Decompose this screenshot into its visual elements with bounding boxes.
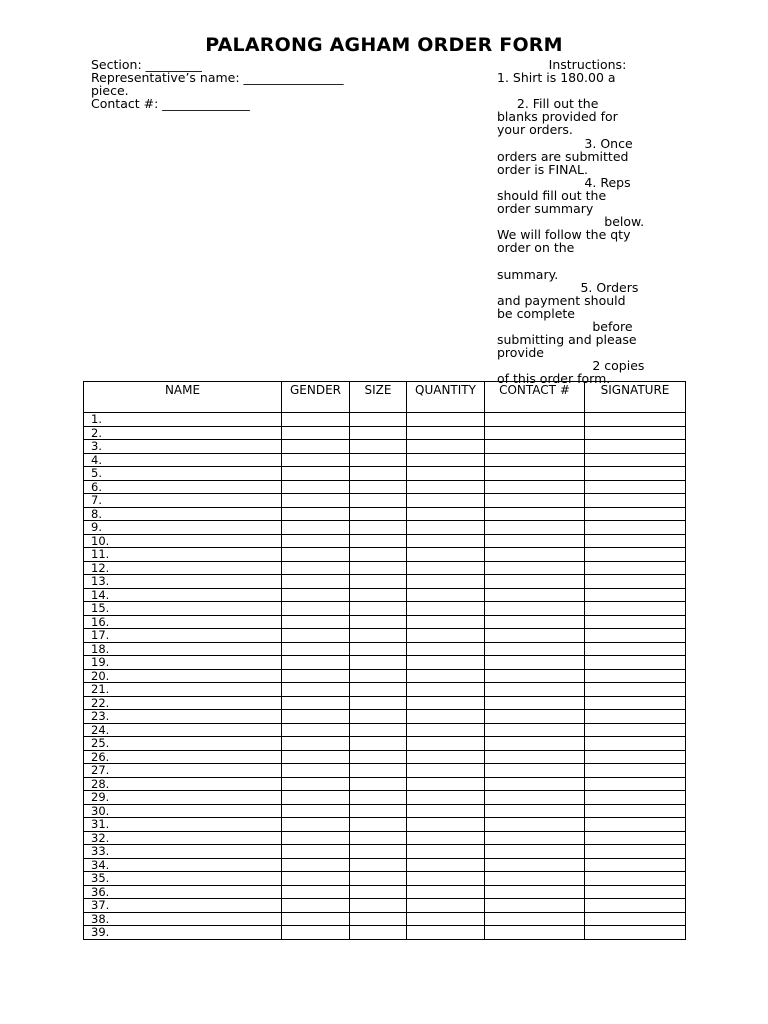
form-header-fields [91, 58, 491, 110]
name-cell[interactable]: 24. [84, 723, 282, 737]
name-cell[interactable]: 10. [84, 534, 282, 548]
contact-cell[interactable] [485, 453, 585, 467]
size-cell[interactable] [350, 426, 407, 440]
gender-cell[interactable] [282, 710, 350, 724]
quantity-cell[interactable] [407, 494, 485, 508]
size-cell[interactable] [350, 467, 407, 481]
table-row [84, 426, 686, 440]
signature-cell[interactable] [585, 804, 686, 818]
signature-cell[interactable] [585, 642, 686, 656]
table-row [84, 696, 686, 710]
quantity-cell[interactable] [407, 507, 485, 521]
signature-cell[interactable] [585, 534, 686, 548]
size-cell[interactable] [350, 629, 407, 643]
table-row [84, 629, 686, 643]
gender-cell[interactable] [282, 885, 350, 899]
name-cell[interactable]: 5. [84, 467, 282, 481]
table-row [84, 750, 686, 764]
size-cell[interactable] [350, 845, 407, 859]
gender-cell[interactable] [282, 926, 350, 940]
name-cell[interactable]: 1. [84, 413, 282, 427]
table-row [84, 602, 686, 616]
table-row [84, 858, 686, 872]
signature-cell[interactable] [585, 845, 686, 859]
signature-cell[interactable] [585, 737, 686, 751]
signature-cell[interactable] [585, 602, 686, 616]
quantity-cell[interactable] [407, 764, 485, 778]
size-cell[interactable] [350, 804, 407, 818]
quantity-cell[interactable] [407, 615, 485, 629]
size-cell[interactable] [350, 737, 407, 751]
table-row [84, 615, 686, 629]
table-row [84, 413, 686, 427]
table-row [84, 507, 686, 521]
name-cell[interactable]: 14. [84, 588, 282, 602]
quantity-cell[interactable] [407, 534, 485, 548]
size-cell[interactable] [350, 858, 407, 872]
name-cell[interactable]: 8. [84, 507, 282, 521]
signature-cell[interactable] [585, 453, 686, 467]
name-cell[interactable]: 34. [84, 858, 282, 872]
signature-cell[interactable] [585, 467, 686, 481]
quantity-cell[interactable] [407, 683, 485, 697]
quantity-cell[interactable] [407, 548, 485, 562]
gender-cell[interactable] [282, 548, 350, 562]
contact-cell[interactable] [485, 764, 585, 778]
signature-cell[interactable] [585, 440, 686, 454]
table-row [84, 926, 686, 940]
gender-cell[interactable] [282, 615, 350, 629]
quantity-cell[interactable] [407, 777, 485, 791]
size-column-header: SIZE [350, 382, 407, 413]
signature-cell[interactable] [585, 764, 686, 778]
size-cell[interactable] [350, 453, 407, 467]
contact-cell[interactable] [485, 548, 585, 562]
size-cell[interactable] [350, 683, 407, 697]
contact-cell[interactable] [485, 656, 585, 670]
gender-cell[interactable] [282, 642, 350, 656]
gender-cell[interactable] [282, 750, 350, 764]
gender-cell[interactable] [282, 561, 350, 575]
gender-cell[interactable] [282, 521, 350, 535]
contact-cell[interactable] [485, 804, 585, 818]
gender-cell[interactable] [282, 480, 350, 494]
name-cell[interactable]: 33. [84, 845, 282, 859]
gender-cell[interactable] [282, 656, 350, 670]
contact-cell[interactable] [485, 696, 585, 710]
contact-cell[interactable] [485, 426, 585, 440]
quantity-cell[interactable] [407, 696, 485, 710]
table-row [84, 777, 686, 791]
signature-cell[interactable] [585, 710, 686, 724]
gender-cell[interactable] [282, 737, 350, 751]
name-cell[interactable]: 4. [84, 453, 282, 467]
table-row [84, 521, 686, 535]
signature-cell[interactable] [585, 669, 686, 683]
signature-cell[interactable] [585, 872, 686, 886]
name-cell[interactable]: 2. [84, 426, 282, 440]
contact-cell[interactable] [485, 494, 585, 508]
contact-cell[interactable] [485, 669, 585, 683]
size-cell[interactable] [350, 413, 407, 427]
gender-cell[interactable] [282, 777, 350, 791]
contact-cell[interactable] [485, 507, 585, 521]
gender-cell[interactable] [282, 440, 350, 454]
size-cell[interactable] [350, 818, 407, 832]
contact-cell[interactable] [485, 629, 585, 643]
signature-cell[interactable] [585, 615, 686, 629]
contact-cell[interactable] [485, 912, 585, 926]
signature-column-header: SIGNATURE [585, 382, 686, 413]
size-cell[interactable] [350, 602, 407, 616]
size-cell[interactable] [350, 440, 407, 454]
gender-cell[interactable] [282, 872, 350, 886]
gender-cell[interactable] [282, 453, 350, 467]
name-column-header: NAME [84, 382, 282, 413]
table-row [84, 669, 686, 683]
size-cell[interactable] [350, 507, 407, 521]
quantity-cell[interactable] [407, 426, 485, 440]
name-cell[interactable]: 17. [84, 629, 282, 643]
table-row [84, 885, 686, 899]
name-cell[interactable]: 20. [84, 669, 282, 683]
signature-cell[interactable] [585, 777, 686, 791]
gender-cell[interactable] [282, 669, 350, 683]
table-row [84, 831, 686, 845]
gender-cell[interactable] [282, 723, 350, 737]
gender-cell[interactable] [282, 899, 350, 913]
gender-cell[interactable] [282, 467, 350, 481]
quantity-cell[interactable] [407, 413, 485, 427]
signature-cell[interactable] [585, 683, 686, 697]
quantity-cell[interactable] [407, 521, 485, 535]
gender-cell[interactable] [282, 507, 350, 521]
signature-cell[interactable] [585, 588, 686, 602]
name-cell[interactable]: 13. [84, 575, 282, 589]
quantity-cell[interactable] [407, 656, 485, 670]
signature-cell[interactable] [585, 521, 686, 535]
gender-cell[interactable] [282, 629, 350, 643]
signature-cell[interactable] [585, 629, 686, 643]
gender-cell[interactable] [282, 534, 350, 548]
quantity-cell[interactable] [407, 912, 485, 926]
name-cell[interactable]: 28. [84, 777, 282, 791]
size-cell[interactable] [350, 777, 407, 791]
signature-cell[interactable] [585, 885, 686, 899]
size-cell[interactable] [350, 831, 407, 845]
quantity-cell[interactable] [407, 480, 485, 494]
table-row [84, 791, 686, 805]
signature-cell[interactable] [585, 750, 686, 764]
size-cell[interactable] [350, 912, 407, 926]
name-cell[interactable]: 23. [84, 710, 282, 724]
table-row [84, 818, 686, 832]
size-cell[interactable] [350, 588, 407, 602]
signature-cell[interactable] [585, 561, 686, 575]
table-row [84, 453, 686, 467]
name-cell[interactable]: 36. [84, 885, 282, 899]
name-cell[interactable]: 39. [84, 926, 282, 940]
contact-cell[interactable] [485, 561, 585, 575]
name-cell[interactable]: 7. [84, 494, 282, 508]
quantity-cell[interactable] [407, 440, 485, 454]
gender-cell[interactable] [282, 575, 350, 589]
size-cell[interactable] [350, 872, 407, 886]
table-row [84, 534, 686, 548]
gender-cell[interactable] [282, 818, 350, 832]
quantity-cell[interactable] [407, 926, 485, 940]
quantity-cell[interactable] [407, 858, 485, 872]
gender-cell[interactable] [282, 602, 350, 616]
table-row [84, 723, 686, 737]
quantity-cell[interactable] [407, 750, 485, 764]
quantity-cell[interactable] [407, 561, 485, 575]
signature-cell[interactable] [585, 818, 686, 832]
name-cell[interactable]: 11. [84, 548, 282, 562]
size-cell[interactable] [350, 696, 407, 710]
name-cell[interactable]: 9. [84, 521, 282, 535]
section-field: Section: _________ [91, 57, 202, 72]
signature-cell[interactable] [585, 413, 686, 427]
signature-cell[interactable] [585, 926, 686, 940]
contact-cell[interactable] [485, 858, 585, 872]
table-row [84, 656, 686, 670]
gender-cell[interactable] [282, 845, 350, 859]
name-cell[interactable]: 37. [84, 899, 282, 913]
form-title: PALARONG AGHAM ORDER FORM [205, 34, 563, 56]
table-header-row [84, 382, 686, 413]
contact-column-header: CONTACT # [485, 382, 585, 413]
gender-cell[interactable] [282, 804, 350, 818]
order-table [83, 381, 686, 940]
table-row [84, 548, 686, 562]
name-cell[interactable]: 12. [84, 561, 282, 575]
signature-cell[interactable] [585, 494, 686, 508]
table-row [84, 845, 686, 859]
quantity-cell[interactable] [407, 588, 485, 602]
gender-cell[interactable] [282, 912, 350, 926]
quantity-cell[interactable] [407, 669, 485, 683]
name-cell[interactable]: 19. [84, 656, 282, 670]
signature-cell[interactable] [585, 507, 686, 521]
signature-cell[interactable] [585, 831, 686, 845]
signature-cell[interactable] [585, 858, 686, 872]
contact-cell[interactable] [485, 845, 585, 859]
contact-cell[interactable] [485, 413, 585, 427]
name-cell[interactable]: 31. [84, 818, 282, 832]
contact-cell[interactable] [485, 777, 585, 791]
size-cell[interactable] [350, 480, 407, 494]
signature-cell[interactable] [585, 912, 686, 926]
size-cell[interactable] [350, 561, 407, 575]
size-cell[interactable] [350, 615, 407, 629]
piece-text: piece. [91, 83, 129, 98]
size-cell[interactable] [350, 494, 407, 508]
signature-cell[interactable] [585, 899, 686, 913]
signature-cell[interactable] [585, 696, 686, 710]
contact-cell[interactable] [485, 588, 585, 602]
contact-cell[interactable] [485, 534, 585, 548]
contact-cell[interactable] [485, 521, 585, 535]
table-row [84, 764, 686, 778]
contact-cell[interactable] [485, 899, 585, 913]
size-cell[interactable] [350, 723, 407, 737]
name-cell[interactable]: 6. [84, 480, 282, 494]
name-cell[interactable]: 26. [84, 750, 282, 764]
name-cell[interactable]: 22. [84, 696, 282, 710]
signature-cell[interactable] [585, 791, 686, 805]
gender-column-header: GENDER [282, 382, 350, 413]
quantity-cell[interactable] [407, 872, 485, 886]
contact-cell[interactable] [485, 642, 585, 656]
quantity-cell[interactable] [407, 575, 485, 589]
signature-cell[interactable] [585, 656, 686, 670]
signature-cell[interactable] [585, 548, 686, 562]
order-rows [84, 413, 686, 940]
quantity-cell[interactable] [407, 710, 485, 724]
table-row [84, 737, 686, 751]
name-cell[interactable]: 30. [84, 804, 282, 818]
table-row [84, 804, 686, 818]
gender-cell[interactable] [282, 683, 350, 697]
quantity-column-header: QUANTITY [407, 382, 485, 413]
quantity-cell[interactable] [407, 723, 485, 737]
name-cell[interactable]: 21. [84, 683, 282, 697]
table-row [84, 480, 686, 494]
name-cell[interactable]: 18. [84, 642, 282, 656]
name-cell[interactable]: 16. [84, 615, 282, 629]
gender-cell[interactable] [282, 764, 350, 778]
contact-cell[interactable] [485, 737, 585, 751]
quantity-cell[interactable] [407, 831, 485, 845]
contact-cell[interactable] [485, 926, 585, 940]
signature-cell[interactable] [585, 480, 686, 494]
table-row [84, 575, 686, 589]
gender-cell[interactable] [282, 426, 350, 440]
size-cell[interactable] [350, 669, 407, 683]
quantity-cell[interactable] [407, 818, 485, 832]
contact-cell[interactable] [485, 615, 585, 629]
name-cell[interactable]: 25. [84, 737, 282, 751]
contact-field: Contact #: ______________ [91, 96, 250, 111]
quantity-cell[interactable] [407, 453, 485, 467]
quantity-cell[interactable] [407, 791, 485, 805]
quantity-cell[interactable] [407, 845, 485, 859]
quantity-cell[interactable] [407, 642, 485, 656]
table-row [84, 912, 686, 926]
quantity-cell[interactable] [407, 737, 485, 751]
quantity-cell[interactable] [407, 804, 485, 818]
size-cell[interactable] [350, 656, 407, 670]
quantity-cell[interactable] [407, 602, 485, 616]
contact-cell[interactable] [485, 872, 585, 886]
signature-cell[interactable] [585, 575, 686, 589]
name-cell[interactable]: 32. [84, 831, 282, 845]
name-cell[interactable]: 38. [84, 912, 282, 926]
quantity-cell[interactable] [407, 885, 485, 899]
contact-cell[interactable] [485, 750, 585, 764]
size-cell[interactable] [350, 791, 407, 805]
gender-cell[interactable] [282, 858, 350, 872]
contact-cell[interactable] [485, 885, 585, 899]
gender-cell[interactable] [282, 494, 350, 508]
contact-cell[interactable] [485, 791, 585, 805]
size-cell[interactable] [350, 575, 407, 589]
gender-cell[interactable] [282, 696, 350, 710]
size-cell[interactable] [350, 534, 407, 548]
name-cell[interactable]: 27. [84, 764, 282, 778]
name-cell[interactable]: 3. [84, 440, 282, 454]
gender-cell[interactable] [282, 791, 350, 805]
gender-cell[interactable] [282, 831, 350, 845]
table-row [84, 683, 686, 697]
table-row [84, 710, 686, 724]
size-cell[interactable] [350, 899, 407, 913]
table-row [84, 440, 686, 454]
name-cell[interactable]: 35. [84, 872, 282, 886]
contact-cell[interactable] [485, 602, 585, 616]
size-cell[interactable] [350, 548, 407, 562]
table-row [84, 561, 686, 575]
gender-cell[interactable] [282, 588, 350, 602]
contact-cell[interactable] [485, 467, 585, 481]
quantity-cell[interactable] [407, 467, 485, 481]
size-cell[interactable] [350, 750, 407, 764]
table-row [84, 872, 686, 886]
quantity-cell[interactable] [407, 899, 485, 913]
contact-cell[interactable] [485, 831, 585, 845]
contact-cell[interactable] [485, 440, 585, 454]
table-row [84, 642, 686, 656]
contact-cell[interactable] [485, 723, 585, 737]
contact-cell[interactable] [485, 575, 585, 589]
quantity-cell[interactable] [407, 629, 485, 643]
name-cell[interactable]: 15. [84, 602, 282, 616]
size-cell[interactable] [350, 926, 407, 940]
contact-cell[interactable] [485, 710, 585, 724]
contact-cell[interactable] [485, 480, 585, 494]
table-row [84, 467, 686, 481]
table-row [84, 899, 686, 913]
contact-cell[interactable] [485, 683, 585, 697]
table-row [84, 494, 686, 508]
size-cell[interactable] [350, 710, 407, 724]
representative-name-field: Representative’s name: ________________ [91, 70, 344, 85]
signature-cell[interactable] [585, 723, 686, 737]
gender-cell[interactable] [282, 413, 350, 427]
table-row [84, 588, 686, 602]
size-cell[interactable] [350, 521, 407, 535]
name-cell[interactable]: 29. [84, 791, 282, 805]
size-cell[interactable] [350, 642, 407, 656]
size-cell[interactable] [350, 764, 407, 778]
contact-cell[interactable] [485, 818, 585, 832]
instructions-block: Instructions: 1. Shirt is 180.00 a 2. Fill out the blanks provided for your orders. 3. Once orders are submitted order is FINAL. 4. Reps should fill out the order summary below. We will follow the qty order on the summary. 5. Orders and payment should be complete before submitting and please provide 2 copies of this order form. [497, 57, 645, 387]
size-cell[interactable] [350, 885, 407, 899]
signature-cell[interactable] [585, 426, 686, 440]
